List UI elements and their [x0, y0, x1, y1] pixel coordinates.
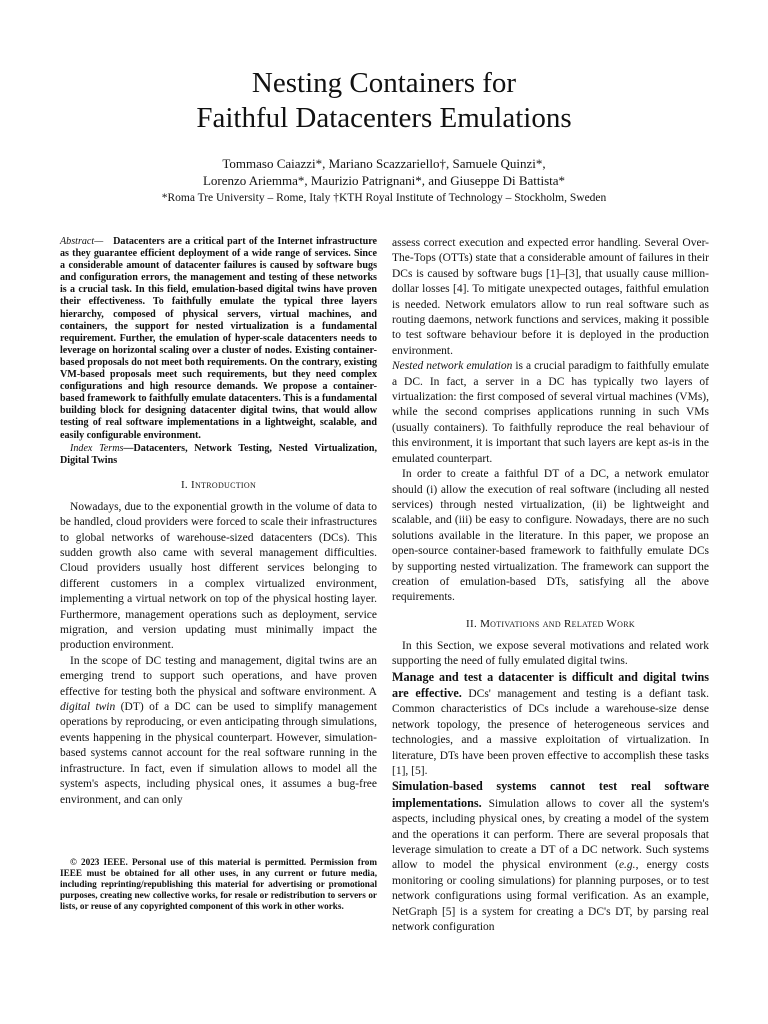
text-span: , energy costs monitoring or cooling simulations) for planning purposes, or to test network configurations using formal verification. As an example, NetGraph [5] is a system for creating a DC's DT, by parsing real network configuration: [392, 859, 709, 934]
emphasis-nested-emulation: Nested network emulation: [392, 360, 513, 373]
left-column: [60, 236, 377, 808]
affiliations: *Roma Tre University – Rome, Italy †KTH Royal Institute of Technology – Stockholm, Sweden: [161, 192, 607, 204]
section-number: II.: [466, 617, 477, 630]
intro-paragraph-3: assess correct execution and expected error handling. Several Over-The-Tops (OTTs) state that a considerable amount of failures in their DCs is caused by software bugs [1]–[3], that usually cause million-dollar losses [4]. To mitigate unexpected outages, faithful emulation is needed. Network emulators allow to run real software such as routing daemons, network functions and services, making it possible to test software behaviour before it is deployed in the production environment.: [392, 237, 709, 357]
authors-line-2: Lorenzo Ariemma*, Maurizio Patrignani*, and Giuseppe Di Battista*: [202, 173, 566, 188]
text-span: In the scope of DC testing and management, digital twins are an emerging trend to support such operations, and have proven effective for testing both the physical and software environment. A: [60, 654, 377, 698]
motivations-paragraph-2: [392, 670, 709, 780]
text-span: Simulation allows to cover all the system's aspects, including physical ones, by creating a model of the system and the operations it can perform. There are several proposals that leverage simulation to create a DT of a DC network. Such systems allow to model the physical environment (: [392, 797, 709, 872]
title-line-2: Faithful Datacenters Emulations: [196, 102, 572, 134]
author-block: [0, 155, 768, 207]
right-column: [392, 236, 709, 935]
section-title: Introduction: [191, 478, 257, 491]
motivations-paragraph-1: In this Section, we expose several motivations and related work supporting the need of fully emulated digital twins.: [392, 639, 709, 668]
authors-line-1: Tommaso Caiazzi*, Mariano Scazzariello†, Samuele Quinzi*,: [222, 156, 546, 171]
title-line-1: Nesting Containers for: [251, 67, 517, 99]
intro-paragraph-1: Nowadays, due to the exponential growth in the volume of data to be handled, cloud providers were forced to scale their infrastructures to global networks of warehouse-sized datacenters (DCs). This sudden growth also came with several management difficulties. Cloud providers usually host different services belonging to different customers in a complex virtualized environment, implementing a virtual network on top of the physical hosting layer. Furthermore, management operations such as deployment, service migration, and version updating must minimally impact the production environment.: [60, 500, 377, 652]
intro-paragraph-4: [392, 359, 709, 467]
copyright-notice: © 2023 IEEE. Personal use of this material is permitted. Permission from IEEE must be obtained for all other uses, in any current or future media, including reprinting/republishing this material for advertising or promotional purposes, creating new collective works, for resale or redistribution to servers or lists, or reuse of any copyrighted component of this work in other works.: [60, 857, 377, 912]
emphasis-digital-twin: digital twin: [60, 701, 116, 714]
section-heading-introduction: [60, 479, 377, 492]
abstract-label: Abstract—: [60, 236, 104, 247]
motivations-paragraph-3: [392, 779, 709, 935]
intro-paragraph-2: [60, 654, 377, 808]
paragraph-heading: Manage and test a datacenter is difficult and digital twins are effective.: [392, 669, 709, 700]
abstract-text: Datacenters are a critical part of the Internet infrastructure as they guarantee efficient deployment of a wide range of services. Since a considerable amount of datacenter failures is caused by software bugs and configuration errors, the management and testing of these networks is a crucial task. In this field, emulation-based digital twins have proven their effectiveness. To faithfully emulate the typical three layers hierarchy, composed of physical servers, virtual machines, and containers, the support for nested virtualization is a fundamental requirement. Further, the emulation of hyper-scale datacenters needs to leverage on horizontal scaling over a cluster of nodes. Existing container-based proposals do not meet both requirements. On the contrary, existing VM-based proposals meet such requirements, but they need complex configurations and high resource demands. We propose a container-based framework to faithfully emulate datacenters. This is a fundamental building block for designing datacenter digital twins, that would allow testing of real software implementations in a lightweight, scalable, and easily configurable environment.: [60, 236, 377, 441]
index-terms: [60, 443, 377, 467]
index-terms-label: Index Terms: [70, 442, 124, 454]
emphasis-eg: e.g.: [618, 859, 636, 872]
text-span: DCs' management and testing is a defiant task. Common characteristics of DCs include a warehouse-size dense network topology, the presence of heterogeneous services and technologies, and a massive exploitation of virtualization. In literature, DTs have been proven effective to accomplish these tasks [1], [5].: [392, 687, 709, 777]
intro-paragraph-5: In order to create a faithful DT of a DC, a network emulator should (i) allow the execution of real software (including all nested services) through nested virtualization, (ii) be lightweight and scalable, and (iii) be easy to configure. Nowadays, there are no such solutions available in the literature. In this paper, we propose an open-source container-based framework to faithfully emulate DCs by supporting nested virtualization. The framework can support the creation of emulation-based DTs, satisfying all the above requirements.: [392, 468, 709, 604]
paragraph-heading: Simulation-based systems cannot test real software implementations.: [392, 779, 709, 810]
text-span: (DT) of a DC can be used to simplify management operations by reproducing, or even anticipating through simulations, events happening in the physical counterpart. However, simulation-based systems cannot account for the real software running in the infrastructure. In fact, even if simulation allows to model all the system's aspects, including physical ones, it assumes a bug-free environment, and can only: [60, 701, 378, 806]
text-span: is a crucial paradigm to faithfully emulate a DC. In fact, a server in a DC has typically two layers of virtualization: the first composed of several virtual machines (VMs), while the second comprises applications running in such VMs (usually containers). To faithfully reproduce the real behaviour of this environment, it is important that such layers are kept as-is in the emulated counterpart.: [392, 360, 710, 465]
section-heading-motivations: [392, 618, 709, 631]
section-title: Motivations and Related Work: [480, 617, 635, 630]
index-terms-text: —Datacenters, Network Testing, Nested Virtualization, Digital Twins: [60, 442, 377, 466]
section-number: I.: [180, 478, 188, 491]
paper-title: [0, 66, 768, 136]
abstract: [60, 236, 377, 442]
